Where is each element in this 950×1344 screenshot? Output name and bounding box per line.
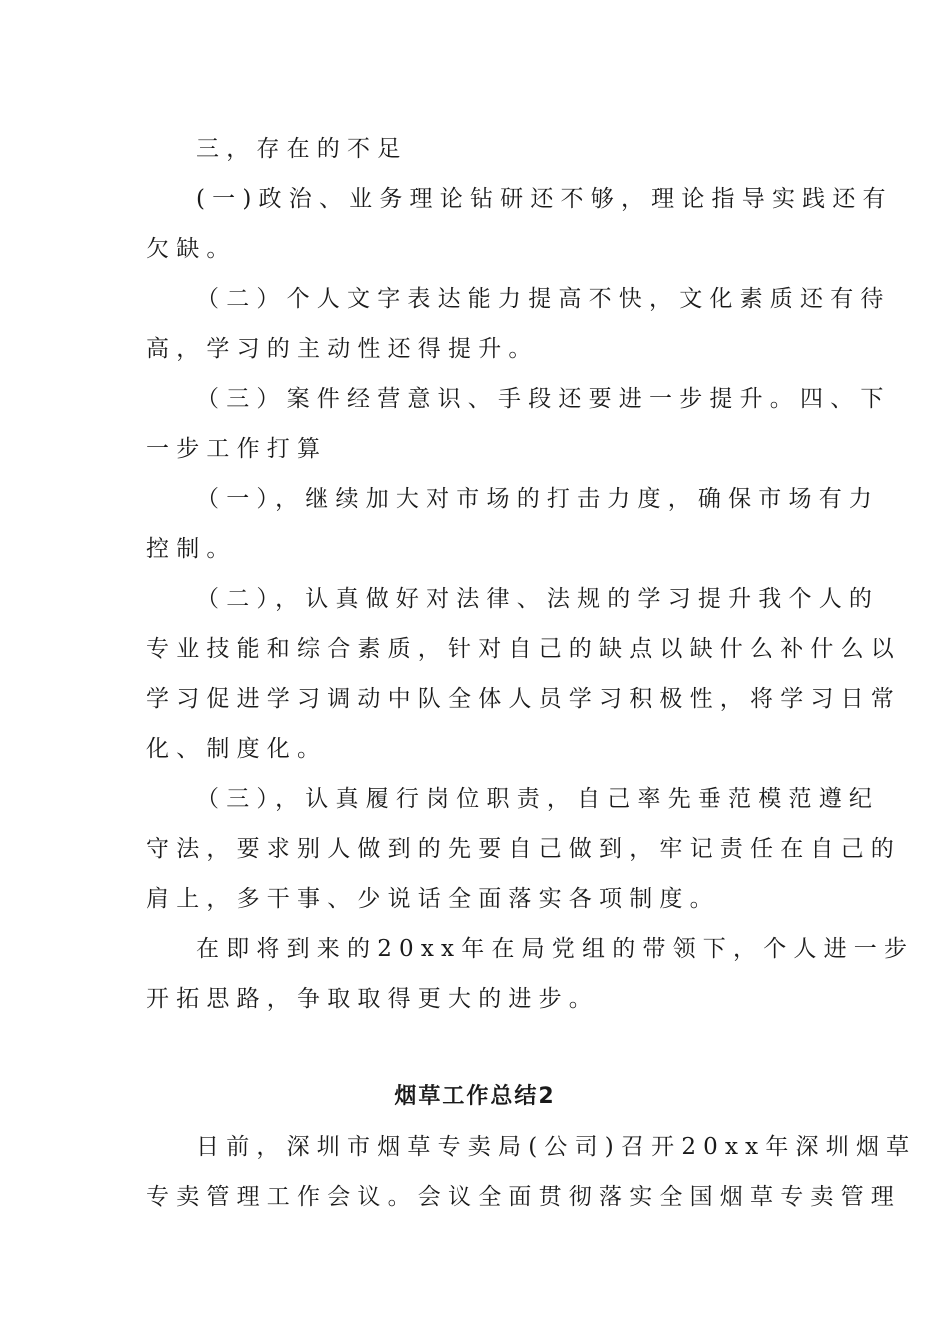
section-title: 烟草工作总结2 [394,1084,556,1109]
section-three-heading: 三，存在的不足 [196,136,408,162]
paragraph-line: 专业技能和综合素质，针对自己的缺点以缺什么补什么以 [146,636,901,662]
paragraph-line: 控制。 [146,536,237,562]
paragraph-line: （二），认真做好对法律、法规的学习提升我个人的 [196,586,880,612]
paragraph-line: 学习促进学习调动中队全体人员学习积极性，将学习日常 [146,686,901,712]
paragraph-line: 开拓思路，争取取得更大的进步。 [146,986,599,1012]
paragraph-line: 日前，深圳市烟草专卖局(公司)召开20xx年深圳烟草 [196,1134,917,1160]
paragraph-line: 化、制度化。 [146,736,328,762]
paragraph-line: 一步工作打算 [146,436,328,462]
paragraph-line: (一)政治、业务理论钻研还不够，理论指导实践还有 [196,186,893,212]
paragraph-line: 肩上，多干事、少说话全面落实各项制度。 [146,886,720,912]
paragraph-line: 在即将到来的20xx年在局党组的带领下，个人进一步 [196,936,915,962]
paragraph-line: 专卖管理工作会议。会议全面贯彻落实全国烟草专卖管理 [146,1184,901,1210]
paragraph-line: 欠缺。 [146,236,237,262]
paragraph-line: 高，学习的主动性还得提升。 [146,336,539,362]
paragraph-line: （一），继续加大对市场的打击力度，确保市场有力 [196,486,880,512]
paragraph-line: （二）个人文字表达能力提高不快，文化素质还有待 [196,286,891,312]
paragraph-line: （三）案件经营意识、手段还要进一步提升。四、下 [196,386,891,412]
paragraph-line: （三），认真履行岗位职责，自己率先垂范模范遵纪 [196,786,880,812]
paragraph-line: 守法，要求别人做到的先要自己做到，牢记责任在自己的 [146,836,901,862]
